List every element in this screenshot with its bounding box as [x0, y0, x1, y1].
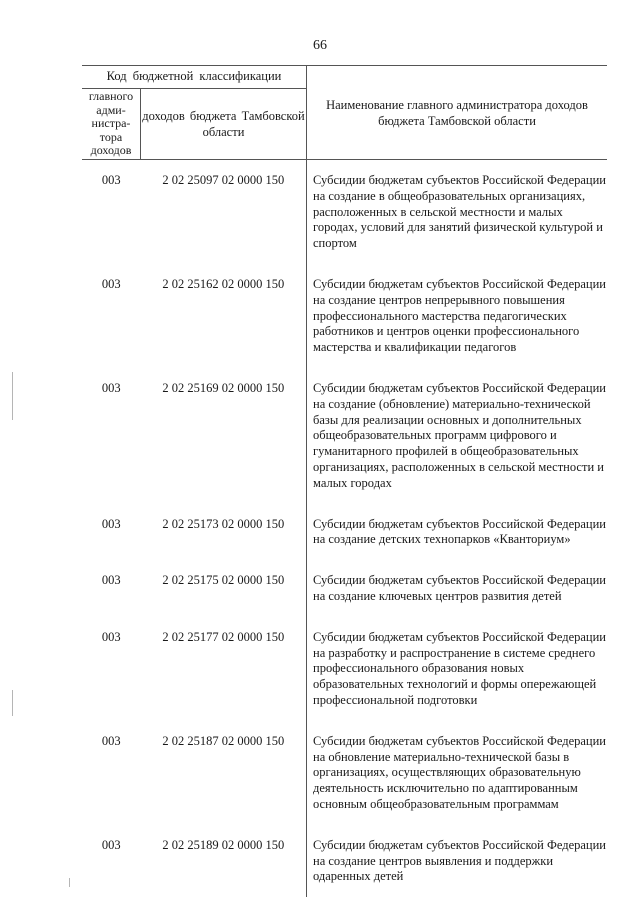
admin-code-cell: 003 [101, 173, 121, 187]
header-name-column: Наименование главного администратора доходов бюджета Тамбовской области [307, 66, 608, 160]
income-name-cell: Субсидии бюджетам субъектов Российской Федерации на разработку и распространение в системе среднего профессионального образования новых образовательных технологий и формы опережающей профессиональной подготовки [307, 617, 608, 721]
income-name-cell: Субсидии бюджетам субъектов Российской Федерации на создание ключевых центров развития детей [307, 560, 608, 617]
header-row-top [82, 66, 607, 89]
scan-artifact-corner [69, 878, 70, 887]
table-row [82, 560, 607, 617]
admin-code-cell: 003 [101, 837, 121, 852]
page-number: 66 [313, 38, 327, 53]
table-row [82, 504, 607, 561]
income-code-cell: 2 02 25097 02 0000 150 [162, 173, 285, 187]
table-row [82, 825, 607, 897]
scan-artifact-bottom [12, 690, 13, 716]
admin-code-cell: 003 [101, 573, 121, 588]
income-code-cell: 2 02 25189 02 0000 150 [162, 837, 285, 852]
income-code-cell: 2 02 25162 02 0000 150 [162, 276, 285, 291]
header-income-column: доходов бюджета Тамбовской области [141, 89, 307, 160]
income-name-cell: Субсидии бюджетам субъектов Российской Федерации на создание (обновление) материально-технической базы для реализации основных и дополнительных общеобразовательных программ цифрового и гуманитарного профилей в общеобразовательных организациях, расположенных в сельской местности и малых городах [307, 368, 608, 504]
table-row [82, 721, 607, 825]
admin-code-cell: 003 [101, 516, 121, 531]
scan-artifact-top [12, 372, 13, 420]
income-name-cell: Субсидии бюджетам субъектов Российской Федерации на обновление материально-технической базы в организациях, осуществляющих образовательную деятельность исключительно по адаптированным основным общеобразовательным программам [307, 721, 608, 825]
income-code-cell: 2 02 25177 02 0000 150 [162, 629, 285, 644]
header-admin-column: главного адми-нистра-тора доходов [82, 89, 141, 160]
income-name-cell: Субсидии бюджетам субъектов Российской Федерации на создание детских технопарков «Кванториум» [307, 504, 608, 561]
income-name-cell: Субсидии бюджетам субъектов Российской Федерации на создание центров выявления и поддержки одаренных детей [307, 825, 608, 897]
budget-classification-table [82, 65, 607, 897]
header-code-group: Код бюджетной классификации [82, 66, 307, 89]
income-code-cell: 2 02 25187 02 0000 150 [162, 733, 285, 748]
admin-code-cell: 003 [101, 276, 121, 291]
admin-code-cell: 003 [101, 733, 121, 748]
income-name-cell: Субсидии бюджетам субъектов Российской Федерации на создание центров непрерывного повышения профессионального мастерства педагогических работников и центров оценки профессионального мастерства и квалификации педагогов [307, 264, 608, 368]
table-row [82, 264, 607, 368]
table-row [82, 368, 607, 504]
table-row [82, 617, 607, 721]
admin-code-cell: 003 [101, 629, 121, 644]
income-code-cell: 2 02 25175 02 0000 150 [162, 573, 285, 588]
income-code-cell: 2 02 25173 02 0000 150 [162, 516, 285, 531]
income-code-cell: 2 02 25169 02 0000 150 [162, 380, 285, 395]
income-name-cell: Субсидии бюджетам субъектов Российской Федерации на создание в общеобразовательных организациях, расположенных в сельской местности и малых городах, условий для занятий физической культурой и спортом [307, 160, 608, 264]
admin-code-cell: 003 [101, 380, 121, 395]
table-row [82, 160, 607, 264]
